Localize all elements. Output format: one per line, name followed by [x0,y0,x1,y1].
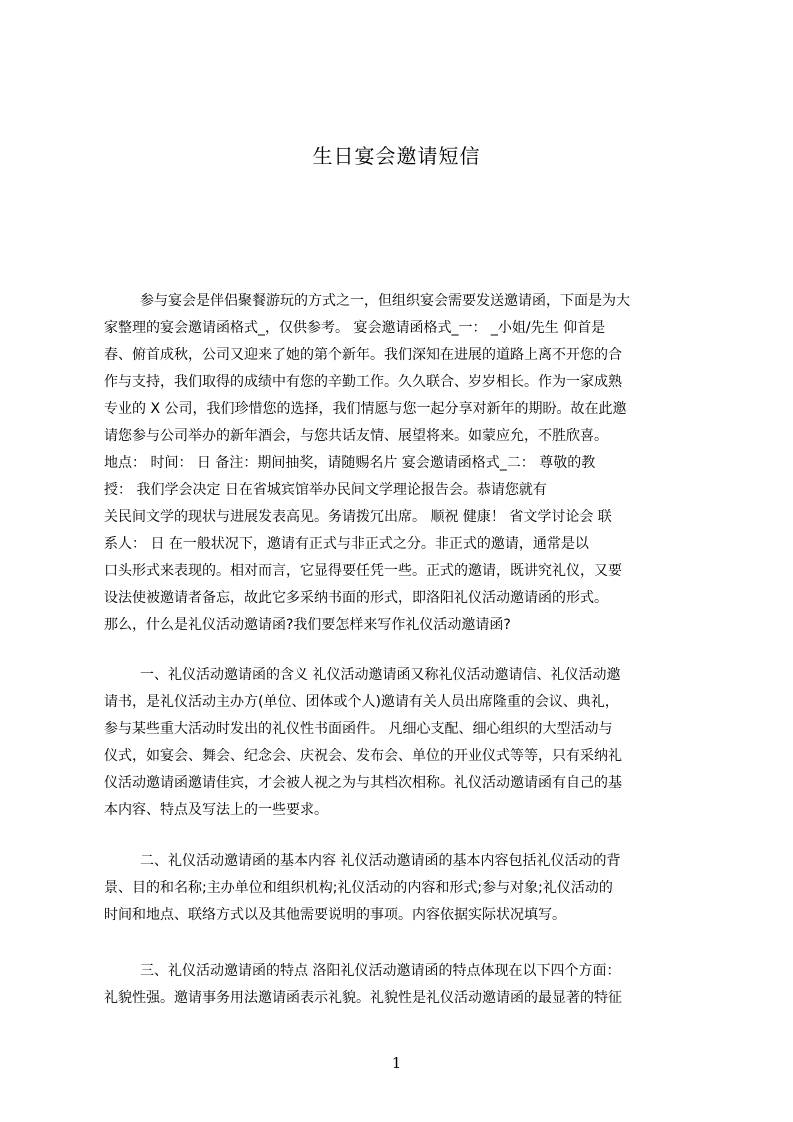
body-text-line: 口头形式来表现的。相对而言，它显得要任凭一些。正式的邀请，既讲究礼仪，又要 [104,563,622,579]
body-text-line: 礼貌性强。邀请事务用法邀请函表示礼貌。礼貌性是礼仪活动邀请函的最显著的特征 [104,990,622,1006]
body-text-line: 系人： 日 在一般状况下，邀请有正式与非正式之分。非正式的邀请，通常是以 [104,536,589,552]
body-text-line: 参与宴会是伴侣聚餐游玩的方式之一，但组织宴会需要发送邀请函，下面是为大 [140,293,630,309]
body-text-line: 地点： 时间： 日 备注：期间抽奖，请随赐名片 宴会邀请函格式_二： 尊敬的教 [104,455,596,471]
body-text-line: 请书，是礼仪活动主办方(单位、团体或个人)邀请有关人员出席隆重的会议、典礼， [104,694,619,710]
body-text-line: 时间和地点、联络方式以及其他需要说明的事项。内容依据实际状况填写。 [104,907,566,923]
body-text-line: 本内容、特点及写法上的一些要求。 [104,802,328,818]
body-text-line: 家整理的宴会邀请函格式_，仅供参考。 宴会邀请函格式_一： _小姐/先生 仰首是 [104,320,606,336]
body-text-line: 设法使被邀请者备忘，故此它多采纳书面的形式，即洛阳礼仪活动邀请函的形式。 [104,590,608,606]
page-number: 1 [391,1054,402,1072]
section-heading-line: 一、礼仪活动邀请函的含义 礼仪活动邀请函又称礼仪活动邀请信、礼仪活动邀 [140,667,621,683]
section-heading-line: 三、礼仪活动邀请函的特点 洛阳礼仪活动邀请函的特点体现在以下四个方面： [140,963,621,979]
body-text-line: 请您参与公司举办的新年酒会，与您共话友情、展望将来。如蒙应允，不胜欣喜。 [104,428,608,444]
body-text-line: 专业的 X 公司，我们珍惜您的选择，我们情愿与您一起分享对新年的期盼。故在此邀 [104,401,627,417]
body-text-line: 作与支持，我们取得的成绩中有您的辛勤工作。久久联合、岁岁相长。作为一家成熟 [104,374,622,390]
body-text-line: 授： 我们学会决定 日在省城宾馆举办民间文学理论报告会。恭请您就有 [104,482,547,498]
body-text-line: 关民间文学的现状与进展发表高见。务请拨冗出席。 顺祝 健康！ 省文学讨论会 联 [104,509,612,525]
body-text-line: 仪式，如宴会、舞会、纪念会、庆祝会、发布会、单位的开业仪式等等，只有采纳礼 [104,748,622,764]
body-text-line: 仪活动邀请函邀请佳宾，才会被人视之为与其档次相称。礼仪活动邀请函有自己的基 [104,775,622,791]
body-text-line: 参与某些重大活动时发出的礼仪性书面函件。 凡细心支配、细心组织的大型活动与 [104,721,613,737]
body-text-line: 景、目的和名称;主办单位和组织机构;礼仪活动的内容和形式;参与对象;礼仪活动的 [104,880,613,896]
document-title: 生日宴会邀请短信 [312,144,481,168]
body-text-line: 那么，什么是礼仪活动邀请函?我们要怎样来写作礼仪活动邀请函? [104,617,511,633]
body-text-line: 春、俯首成秋，公司又迎来了她的第个新年。我们深知在进展的道路上离不开您的合 [104,347,622,363]
section-heading-line: 二、礼仪活动邀请函的基本内容 礼仪活动邀请函的基本内容包括礼仪活动的背 [140,853,621,869]
